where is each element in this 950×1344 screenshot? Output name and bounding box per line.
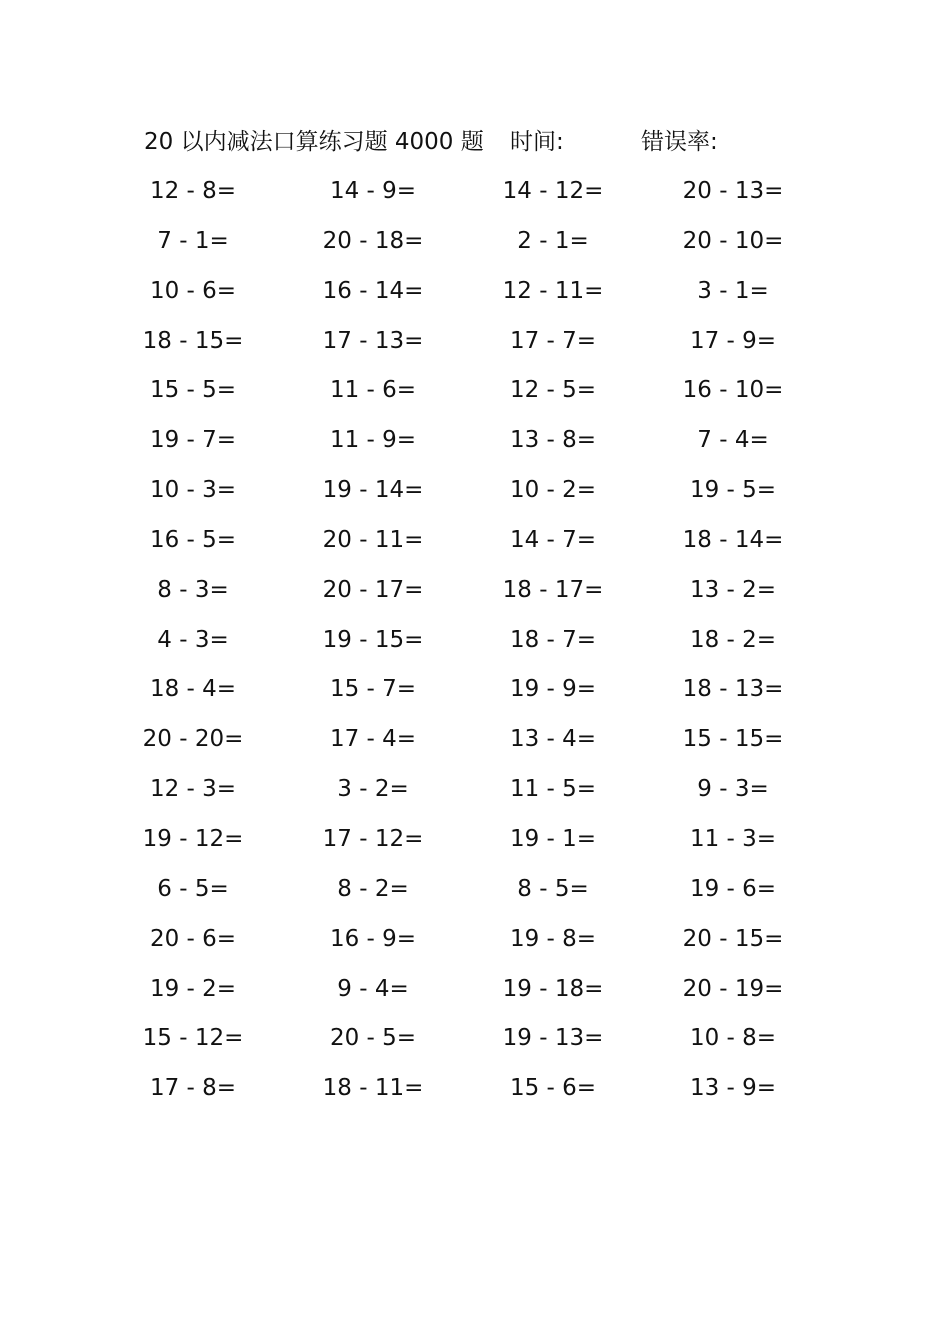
problem-item: 6 - 5= (157, 875, 229, 902)
problem-item: 10 - 3= (149, 477, 237, 504)
problem-item: 15 - 7= (329, 676, 417, 703)
error-rate-label: 错误率: (641, 129, 718, 155)
problem-item: 16 - 5= (149, 526, 237, 553)
problem-row (0, 920, 950, 970)
problem-item: 3 - 2= (337, 776, 409, 803)
problem-item: 18 - 7= (509, 626, 597, 653)
problem-item: 18 - 2= (689, 626, 777, 653)
problem-row (0, 770, 950, 820)
problem-row (0, 222, 950, 272)
problem-item: 8 - 2= (337, 875, 409, 902)
problem-item: 4 - 3= (157, 626, 229, 653)
problem-row (0, 521, 950, 571)
problem-item: 11 - 5= (509, 776, 597, 803)
problem-row (0, 571, 950, 621)
problem-item: 19 - 1= (509, 825, 597, 852)
problem-item: 20 - 20= (142, 726, 244, 753)
problem-item: 20 - 15= (682, 925, 784, 952)
problem-item: 20 - 13= (682, 178, 784, 204)
problem-item: 19 - 5= (689, 477, 777, 504)
problem-row (0, 471, 950, 521)
problem-row (0, 720, 950, 770)
problem-item: 19 - 2= (149, 975, 237, 1002)
problem-item: 20 - 10= (682, 227, 784, 254)
problem-item: 7 - 1= (157, 227, 229, 254)
problem-row (0, 970, 950, 1020)
problem-item: 12 - 11= (502, 277, 604, 304)
problem-item: 16 - 14= (322, 277, 424, 304)
problem-item: 16 - 9= (329, 925, 417, 952)
problem-item: 13 - 9= (689, 1075, 777, 1102)
problem-item: 16 - 10= (682, 377, 784, 404)
problem-item: 13 - 4= (509, 726, 597, 753)
problem-item: 13 - 2= (689, 576, 777, 603)
problem-row (0, 621, 950, 671)
problem-row (0, 172, 950, 222)
problem-row (0, 272, 950, 322)
problem-item: 18 - 4= (149, 676, 237, 703)
problem-item: 11 - 6= (329, 377, 417, 404)
problem-item: 18 - 17= (502, 576, 604, 603)
problem-item: 19 - 12= (142, 825, 244, 852)
problem-row (0, 820, 950, 870)
problem-item: 17 - 9= (689, 327, 777, 354)
problem-item: 20 - 5= (329, 1025, 417, 1052)
problem-item: 20 - 17= (322, 576, 424, 603)
problem-item: 17 - 7= (509, 327, 597, 354)
problem-item: 17 - 12= (322, 825, 424, 852)
problem-item: 7 - 4= (697, 427, 769, 454)
problem-item: 9 - 3= (697, 776, 769, 803)
problem-item: 17 - 8= (149, 1075, 237, 1102)
problem-item: 14 - 9= (329, 178, 417, 204)
problem-item: 15 - 6= (509, 1075, 597, 1102)
problem-item: 12 - 5= (509, 377, 597, 404)
problem-item: 15 - 5= (149, 377, 237, 404)
problem-item: 12 - 8= (149, 178, 237, 204)
problem-item: 8 - 5= (517, 875, 589, 902)
problem-item: 19 - 14= (322, 477, 424, 504)
problem-item: 10 - 6= (149, 277, 237, 304)
problem-item: 19 - 8= (509, 925, 597, 952)
problem-item: 19 - 7= (149, 427, 237, 454)
problem-item: 15 - 15= (682, 726, 784, 753)
problem-item: 13 - 8= (509, 427, 597, 454)
problem-item: 2 - 1= (517, 227, 589, 254)
problem-item: 11 - 3= (689, 825, 777, 852)
problem-item: 8 - 3= (157, 576, 229, 603)
problem-item: 20 - 6= (149, 925, 237, 952)
worksheet-title: 20 以内减法口算练习题 4000 题 (144, 129, 484, 155)
problem-row (0, 670, 950, 720)
problem-item: 10 - 8= (689, 1025, 777, 1052)
time-label: 时间: (510, 129, 564, 155)
problem-item: 11 - 9= (329, 427, 417, 454)
problem-row (0, 421, 950, 471)
problem-item: 19 - 9= (509, 676, 597, 703)
problem-item: 14 - 7= (509, 526, 597, 553)
problem-item: 19 - 18= (502, 975, 604, 1002)
problem-item: 20 - 11= (322, 526, 424, 553)
problem-item: 20 - 18= (322, 227, 424, 254)
problem-item: 17 - 13= (322, 327, 424, 354)
problem-row (0, 322, 950, 372)
problem-item: 18 - 13= (682, 676, 784, 703)
problem-item: 14 - 12= (502, 178, 604, 204)
problem-item: 3 - 1= (697, 277, 769, 304)
problem-item: 15 - 12= (142, 1025, 244, 1052)
problem-item: 19 - 13= (502, 1025, 604, 1052)
problem-item: 18 - 15= (142, 327, 244, 354)
problem-row (0, 1019, 950, 1069)
problem-item: 10 - 2= (509, 477, 597, 504)
problem-row (0, 371, 950, 421)
problem-item: 20 - 19= (682, 975, 784, 1002)
problem-item: 9 - 4= (337, 975, 409, 1002)
problem-item: 19 - 6= (689, 875, 777, 902)
problem-row (0, 1069, 950, 1119)
problem-grid (0, 172, 950, 1119)
problem-item: 17 - 4= (329, 726, 417, 753)
problem-item: 19 - 15= (322, 626, 424, 653)
problem-row (0, 870, 950, 920)
problem-item: 12 - 3= (149, 776, 237, 803)
worksheet-header (0, 124, 950, 160)
problem-item: 18 - 14= (682, 526, 784, 553)
problem-item: 18 - 11= (322, 1075, 424, 1102)
